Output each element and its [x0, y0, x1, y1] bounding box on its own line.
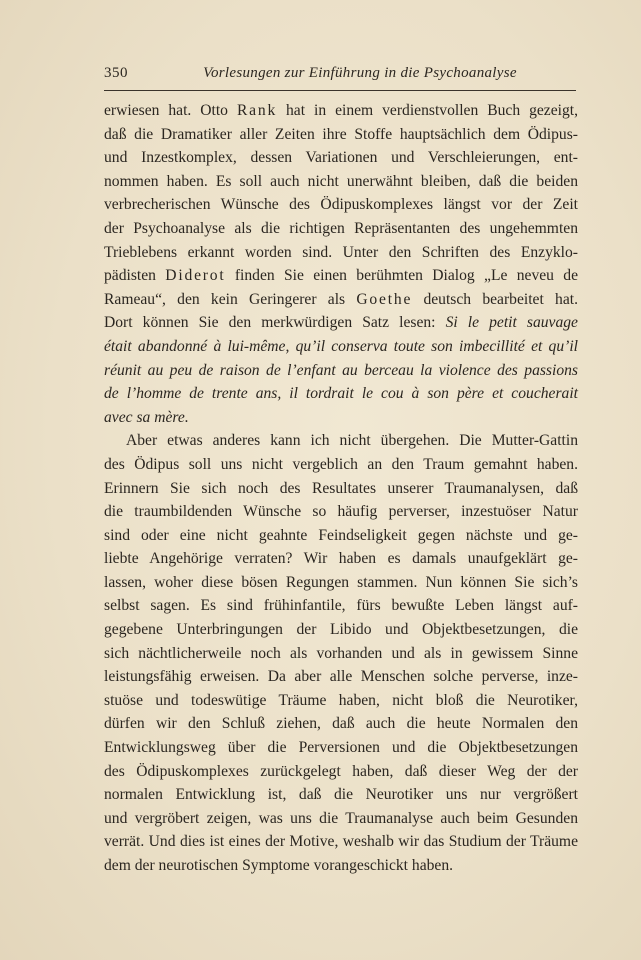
text-line: gegebene Unterbringungen der Libido und Objektbesetzungen, die	[104, 621, 578, 639]
text-line: Aber etwas anderes kann ich nicht übergehen. Die Mutter-Gattin	[126, 432, 578, 450]
text-line: nommen haben. Es soll auch nicht unerwähnt bleiben, daß die beiden	[104, 172, 578, 190]
text-line: des Ödipus soll uns nicht vergeblich an den Traum gemahnt haben.	[104, 455, 578, 473]
text-line: daß die Dramatiker aller Zeiten ihre Stoffe hauptsächlich dem Ödipus-	[104, 125, 578, 143]
body-text	[104, 99, 578, 878]
text-line: stuöse und todeswütige Träume haben, nicht bloß die Neurotiker,	[104, 691, 578, 709]
text-line: und vergröbert zeigen, was uns die Traumanalyse auch beim Gesunden	[104, 809, 578, 827]
text-line: pädisten Diderot finden Sie einen berühmten Dialog „Le neveu de	[104, 267, 578, 285]
text-line: sind oder eine nicht geahnte Feindseligkeit gegen nächste und ge-	[104, 526, 578, 544]
text-line: erwiesen hat. Otto Rank hat in einem verdienstvollen Buch gezeigt,	[104, 102, 578, 119]
name-goethe: Goethe	[356, 290, 413, 308]
text-line: Entwicklungsweg über die Perversionen und die Objektbesetzungen	[104, 739, 578, 757]
text-line: liebte Angehörige verraten? Wir haben es damals unaufgeklärt ge-	[104, 550, 578, 568]
text-line: leistungsfähig erweisen. Da aber alle Menschen solche perverse, inze-	[104, 668, 578, 686]
text-line: Trieblebens erkannt worden sind. Unter den Schriften des Enzyklo-	[104, 243, 578, 261]
text-line: dem der neurotischen Symptome vorangeschickt haben.	[104, 857, 454, 874]
french-quote-line: était abandonné à lui-même, qu’il conserva toute son imbecillité et qu’il	[104, 337, 578, 355]
name-diderot: Diderot	[165, 267, 226, 285]
name-rank: Rank	[236, 102, 278, 119]
text-line: selbst sagen. Es sind frühinfantile, fürs bewußte Leben längst auf-	[104, 597, 578, 615]
text-line: des Ödipuskomplexes zurückgelegt haben, daß dieser Weg der der	[104, 762, 578, 780]
text-line: verrät. Und dies ist eines der Motive, weshalb wir das Studium der Träume	[104, 833, 578, 851]
french-quote-line: avec sa mère.	[104, 408, 189, 426]
text-line: verbrecherischen Wünsche des Ödipuskomplexes längst vor der Zeit	[104, 196, 578, 214]
running-head: Vorlesungen zur Einführung in die Psychoanalyse	[203, 65, 517, 81]
text-line: normalen Entwicklung ist, daß die Neurotiker uns nur vergrößert	[104, 786, 578, 804]
page-header	[104, 63, 576, 87]
text-line: der Psychoanalyse als die richtigen Repräsentanten des ungehemmten	[104, 219, 578, 237]
french-quote: Si le petit sauvage	[445, 314, 578, 332]
text-line: Dort können Sie den merkwürdigen Satz lesen: Si le petit sauvage	[104, 314, 578, 332]
text-line: Erinnern Sie sich noch des Resultates unserer Traumanalysen, daß	[104, 479, 578, 497]
text-line: die traumbildenden Wünsche so häufig perverser, inzestuöser Natur	[104, 503, 578, 521]
text-line: sich nächtlicherweile noch als vorhanden und als in gewissem Sinne	[104, 644, 578, 662]
french-quote-line: de l’homme de trente ans, il tordrait le cou à son père et coucherait	[104, 385, 578, 403]
text-line: lassen, woher diese bösen Regungen stammen. Nun können Sie sich’s	[104, 573, 578, 591]
text-line: Rameau“, den kein Geringerer als Goethe deutsch bearbeitet hat.	[104, 290, 578, 308]
page-number: 350	[104, 65, 128, 81]
text-line: und Inzestkomplex, dessen Variationen und Verschleierungen, ent-	[104, 149, 578, 167]
french-quote-line: réunit au peu de raison de l’enfant au berceau la violence des passions	[104, 361, 578, 379]
header-rule	[104, 90, 576, 91]
text-line: dürfen wir den Schluß ziehen, daß auch die heute Normalen den	[104, 715, 578, 733]
